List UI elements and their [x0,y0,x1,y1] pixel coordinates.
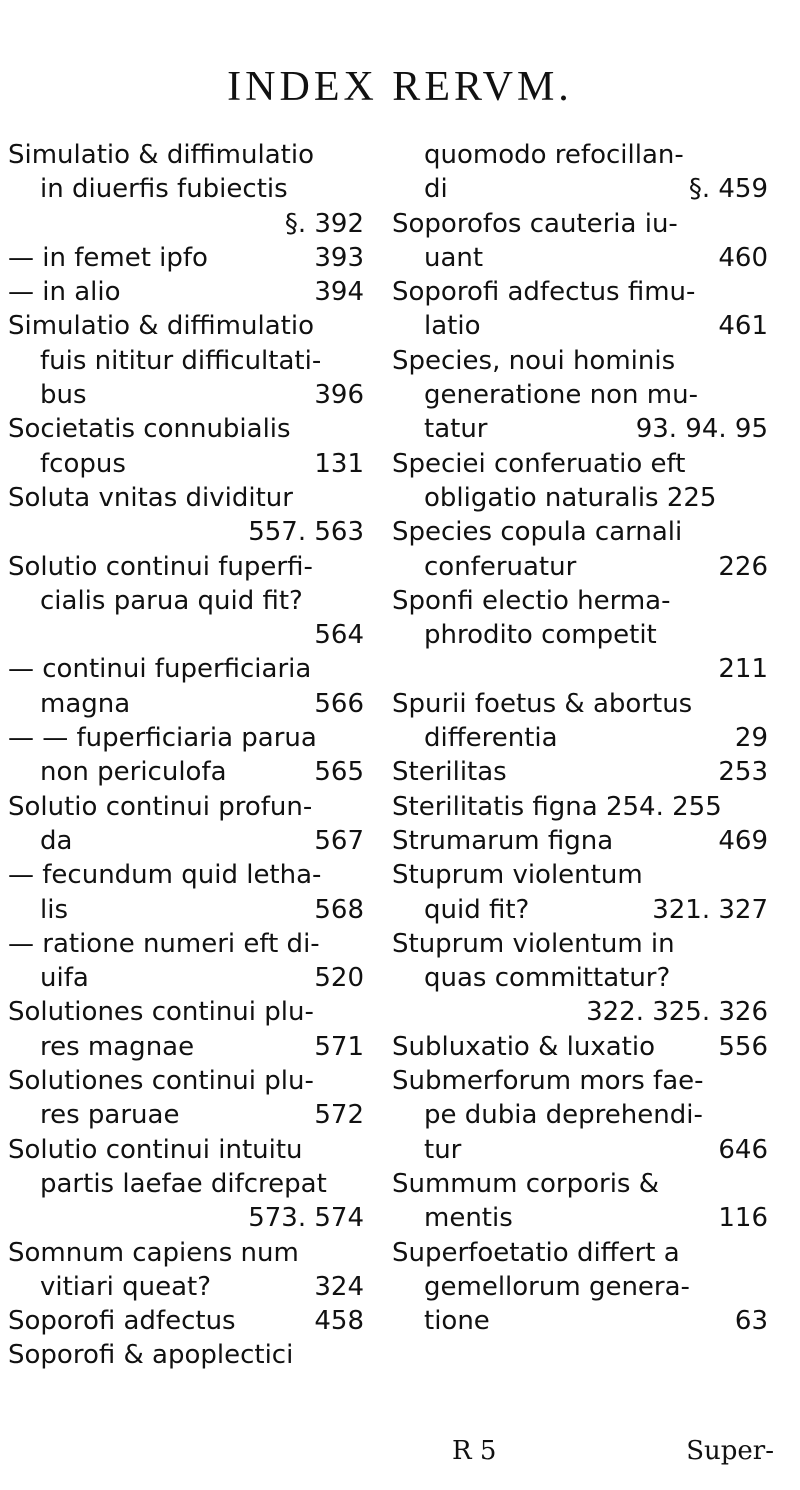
entry-text: phrodito competit [424,620,657,651]
entry-text: in diuerfis fubiectis [40,174,288,205]
page-reference: 564 [314,620,364,651]
page-reference: 322. 325. 326 [586,997,768,1028]
index-entry-line [8,207,378,241]
entry-text: Solutiones continui plu- [8,1066,314,1097]
page-reference: 520 [314,963,364,994]
index-entry-line [8,515,378,549]
entry-text: Solutio continui intuitu [8,1134,303,1165]
index-entry-line [8,1133,378,1167]
entry-text: Spurii foetus & abortus [392,688,693,719]
page-reference: 461 [718,311,768,342]
entry-text: Subluxatio & luxatio [392,1031,655,1062]
entry-text: fcopus [40,448,126,479]
page-reference: 567 [314,825,364,856]
index-entry-line [392,378,792,412]
index-entry-line [8,721,378,755]
page-reference: 93. 94. 95 [635,414,768,445]
index-entry-line [392,515,792,549]
index-entry-line [8,378,378,412]
index-entry-line [392,1064,792,1098]
entry-text: — fecundum quid letha- [8,860,322,891]
index-entry-line [8,241,378,275]
index-entry-line [392,1098,792,1132]
entry-text: Superfoetatio differt a [392,1237,680,1268]
entry-text: non periculofa [40,757,227,788]
page-footer [0,1436,800,1476]
index-entry-line [392,309,792,343]
entry-text: Soporofi adfectus [8,1306,236,1337]
entry-text: quas committatur? [424,963,671,994]
entry-text: Strumarum figna [392,825,614,856]
page-reference: 29 [734,723,768,754]
index-entry-line [8,584,378,618]
index-entry-line [8,275,378,309]
entry-text: tatur [424,414,488,445]
index-entry-line [8,1030,378,1064]
left-index-column [8,138,378,1373]
index-entry-line [392,927,792,961]
entry-text: Stuprum violentum in [392,928,675,959]
entry-text: latio [424,311,481,342]
page-reference: 573. 574 [248,1203,364,1234]
page-reference: 396 [314,380,364,411]
entry-text: Sponfi electio herma- [392,585,671,616]
index-entry-line [8,138,378,172]
index-entry-line [8,1270,378,1304]
index-entry-line [392,241,792,275]
entry-text: Solutio continui profun- [8,791,313,822]
index-entry-line [392,344,792,378]
page-reference: §. 392 [284,208,364,239]
page-reference: 565 [314,757,364,788]
index-entry-line [392,961,792,995]
entry-text: — — fuperficiaria parua [8,723,317,754]
index-entry-line [392,275,792,309]
entry-text: vitiari queat? [40,1271,212,1302]
page-reference: 646 [718,1134,768,1165]
index-entry-line [8,1304,378,1338]
index-entry-line [392,995,792,1029]
entry-text: Species, noui hominis [392,345,676,376]
index-entry-line [8,824,378,858]
entry-text: Submerforum mors fae- [392,1066,704,1097]
entry-text: Solutio continui fuperfi- [8,551,313,582]
index-entry-line [8,790,378,824]
index-entry-line [392,1304,792,1338]
entry-text: da [40,825,73,856]
index-entry-line [8,858,378,892]
entry-text: Sterilitas [392,757,507,788]
index-entry-line [392,1201,792,1235]
page-reference: 393 [314,242,364,273]
entry-text: Soporofi & apoplectici [8,1340,294,1371]
entry-text: fuis nititur difficultati- [40,345,322,376]
index-entry-line [8,1236,378,1270]
page-reference: 571 [314,1031,364,1062]
index-entry-line [392,172,792,206]
entry-text: Soporofos cauteria iu- [392,208,678,239]
index-entry-line [392,687,792,721]
index-entry-line [392,1167,792,1201]
entry-text: quomodo refocillan- [424,140,684,170]
entry-text: bus [40,380,87,411]
entry-text: uant [424,242,484,273]
entry-text: — in alio [8,277,121,308]
page-reference: 63 [734,1306,768,1337]
page-reference: 566 [314,688,364,719]
index-entry-line [392,652,792,686]
page-reference: 458 [314,1306,364,1337]
entry-text: tione [424,1306,490,1337]
index-entry-line [8,961,378,995]
index-entry-line [8,309,378,343]
page-reference: 253 [718,757,768,788]
entry-text: gemellorum genera- [424,1271,690,1302]
entry-text: Soluta vnitas dividitur [8,482,293,513]
entry-text: Solutiones continui plu- [8,997,314,1028]
page-reference: §. 459 [688,174,768,205]
entry-text: magna [40,688,131,719]
index-entry-line [8,618,378,652]
entry-text: — in femet ipfo [8,242,208,273]
entry-text: Societatis connubialis [8,414,291,445]
index-entry-line [392,824,792,858]
entry-text: — ratione numeri eft di- [8,928,320,959]
entry-text: obligatio naturalis 225 [424,482,717,513]
index-entry-line [392,584,792,618]
index-entry-line [8,1201,378,1235]
index-entry-line [8,652,378,686]
catchword: Super- [686,1436,774,1466]
index-entry-line [392,790,792,824]
page-reference: 226 [718,551,768,582]
page-reference: 394 [314,277,364,308]
entry-text: lis [40,894,68,925]
index-entry-line [392,138,792,172]
index-entry-line [8,1167,378,1201]
page-reference: 131 [314,448,364,479]
index-entry-line [392,755,792,789]
running-header: INDEX RERVM. [227,64,573,110]
index-entry-line [392,1270,792,1304]
index-entry-line [392,1133,792,1167]
entry-text: conferuatur [424,551,577,582]
index-entry-line [8,447,378,481]
entry-text: tur [424,1134,462,1165]
index-entry-line [392,618,792,652]
index-entry-line [392,893,792,927]
entry-text: res magnae [40,1031,195,1062]
index-entry-line [392,412,792,446]
index-entry-line [8,687,378,721]
index-entry-line [392,550,792,584]
entry-text: Simulatio & diffimulatio [8,311,314,342]
index-entry-line [392,721,792,755]
index-entry-line [392,1030,792,1064]
index-entry-line [8,550,378,584]
entry-text: di [424,174,448,205]
entry-text: Sterilitatis figna 254. 255 [392,791,722,822]
page-reference: 572 [314,1100,364,1131]
page-reference: 321. 327 [652,894,768,925]
index-entry-line [392,481,792,515]
entry-text: Soporofi adfectus fimu- [392,277,696,308]
entry-text: mentis [424,1203,513,1234]
index-entry-line [8,1098,378,1132]
index-entry-line [8,995,378,1029]
right-index-column [392,138,792,1338]
entry-text: Stuprum violentum [392,860,643,891]
entry-text: differentia [424,723,558,754]
index-entry-line [392,1236,792,1270]
page-reference: 211 [718,654,768,685]
entry-text: Summum corporis & [392,1168,660,1199]
entry-text: Species copula carnali [392,517,683,548]
index-entry-line [8,172,378,206]
page-reference: 557. 563 [248,517,364,548]
entry-text: cialis parua quid fit? [40,585,303,616]
index-entry-line [8,412,378,446]
page-reference: 324 [314,1271,364,1302]
page-reference: 460 [718,242,768,273]
entry-text: Speciei conferuatio eft [392,448,686,479]
entry-text: partis laefae difcrepat [40,1168,327,1199]
index-entry-line [8,755,378,789]
signature-mark: R 5 [452,1436,497,1466]
entry-text: uifa [40,963,89,994]
index-entry-line [392,447,792,481]
page-reference: 556 [718,1031,768,1062]
entry-text: Somnum capiens num [8,1237,299,1268]
page-reference: 116 [718,1203,768,1234]
index-entry-line [8,927,378,961]
index-entry-line [8,481,378,515]
entry-text: res paruae [40,1100,180,1131]
entry-text: quid fit? [424,894,530,925]
index-entry-line [8,1064,378,1098]
entry-text: pe dubia deprehendi- [424,1100,703,1131]
index-entry-line [8,1338,378,1372]
index-entry-line [392,207,792,241]
index-entry-line [8,344,378,378]
entry-text: Simulatio & diffimulatio [8,140,314,170]
page-reference: 469 [718,825,768,856]
index-entry-line [392,858,792,892]
entry-text: generatione non mu- [424,380,698,411]
page-reference: 568 [314,894,364,925]
entry-text: — continui fuperficiaria [8,654,312,685]
index-entry-line [8,893,378,927]
